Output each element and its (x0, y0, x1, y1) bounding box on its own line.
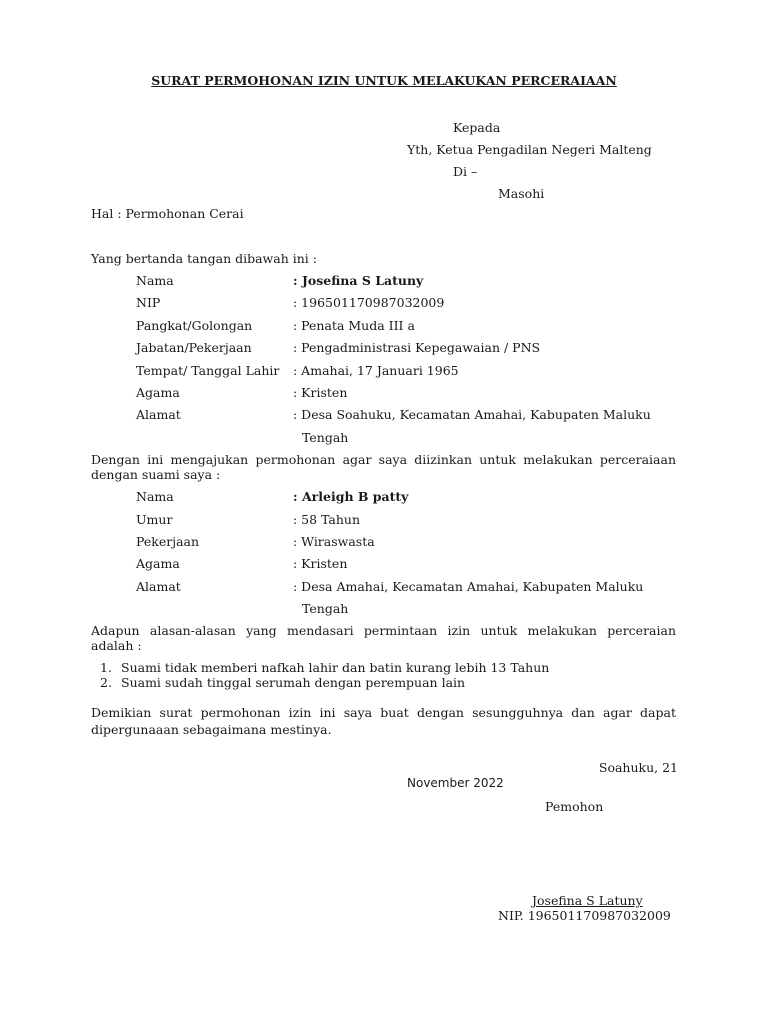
applicant-label-ttl: Tempat/ Tanggal Lahir (136, 363, 280, 378)
applicant-label-nama: Nama (136, 273, 174, 288)
recipient-kepada: Kepada (453, 120, 501, 135)
applicant-value-nama: : Josefina S Latuny (293, 273, 424, 288)
reason-text: Suami sudah tinggal serumah dengan perempuan lain (121, 675, 466, 690)
applicant-value-agama: : Kristen (293, 385, 348, 400)
spouse-value-alamat-cont: Tengah (302, 601, 349, 616)
pemohon-label: Pemohon (545, 799, 604, 814)
applicant-label-pangkat: Pangkat/Golongan (136, 318, 253, 333)
request-paragraph-line2: dengan suami saya : (91, 467, 221, 482)
spouse-value-nama: : Arleigh B patty (293, 489, 409, 504)
applicant-value-jabatan: : Pengadministrasi Kepegawaian / PNS (293, 340, 541, 355)
reasons-paragraph-line1: Adapun alasan-alasan yang mendasari permintaan izin untuk melakukan perceraian (91, 623, 676, 638)
spouse-label-nama: Nama (136, 489, 174, 504)
applicant-value-alamat-cont: Tengah (302, 430, 349, 445)
spouse-value-agama: : Kristen (293, 556, 348, 571)
reasons-paragraph-line2: adalah : (91, 638, 142, 653)
intro-text: Yang bertanda tangan dibawah ini : (91, 251, 317, 266)
spouse-label-umur: Umur (136, 512, 173, 527)
applicant-value-ttl: : Amahai, 17 Januari 1965 (293, 363, 459, 378)
date-month-year: November 2022 (407, 776, 504, 790)
spouse-label-alamat: Alamat (136, 579, 181, 594)
recipient-di: Di – (453, 164, 478, 179)
applicant-label-alamat: Alamat (136, 407, 181, 422)
closing-paragraph-line2: dipergunaaan sebagaimana mestinya. (91, 722, 332, 737)
applicant-label-agama: Agama (136, 385, 180, 400)
reason-number: 2. (100, 675, 112, 690)
date-place: Soahuku, 21 (598, 760, 678, 775)
reason-text: Suami tidak memberi nafkah lahir dan batin kurang lebih 13 Tahun (121, 660, 550, 675)
applicant-label-jabatan: Jabatan/Pekerjaan (136, 340, 252, 355)
applicant-value-nip: : 196501170987032009 (293, 295, 445, 310)
request-paragraph-line1: Dengan ini mengajukan permohonan agar saya diizinkan untuk melakukan perceraiaan (91, 452, 676, 467)
signer-nip: NIP. 196501170987032009 (498, 908, 671, 923)
spouse-label-agama: Agama (136, 556, 180, 571)
signer-name: Josefina S Latuny (532, 893, 643, 908)
applicant-label-nip: NIP (136, 295, 161, 310)
spouse-label-pekerjaan: Pekerjaan (136, 534, 200, 549)
spouse-value-umur: : 58 Tahun (293, 512, 361, 527)
recipient-yth: Yth, Ketua Pengadilan Negeri Malteng (407, 142, 652, 157)
spouse-value-alamat: : Desa Amahai, Kecamatan Amahai, Kabupaten Maluku (293, 579, 644, 594)
recipient-place: Masohi (498, 186, 545, 201)
closing-paragraph-line1: Demikian surat permohonan izin ini saya buat dengan sesungguhnya dan agar dapat (91, 705, 676, 720)
applicant-value-pangkat: : Penata Muda III a (293, 318, 415, 333)
subject-line: Hal : Permohonan Cerai (91, 206, 244, 221)
document-title: SURAT PERMOHONAN IZIN UNTUK MELAKUKAN PERCERAIAAN (151, 73, 617, 88)
applicant-value-alamat: : Desa Soahuku, Kecamatan Amahai, Kabupaten Maluku (293, 407, 651, 422)
reason-number: 1. (100, 660, 112, 675)
spouse-value-pekerjaan: : Wiraswasta (293, 534, 375, 549)
